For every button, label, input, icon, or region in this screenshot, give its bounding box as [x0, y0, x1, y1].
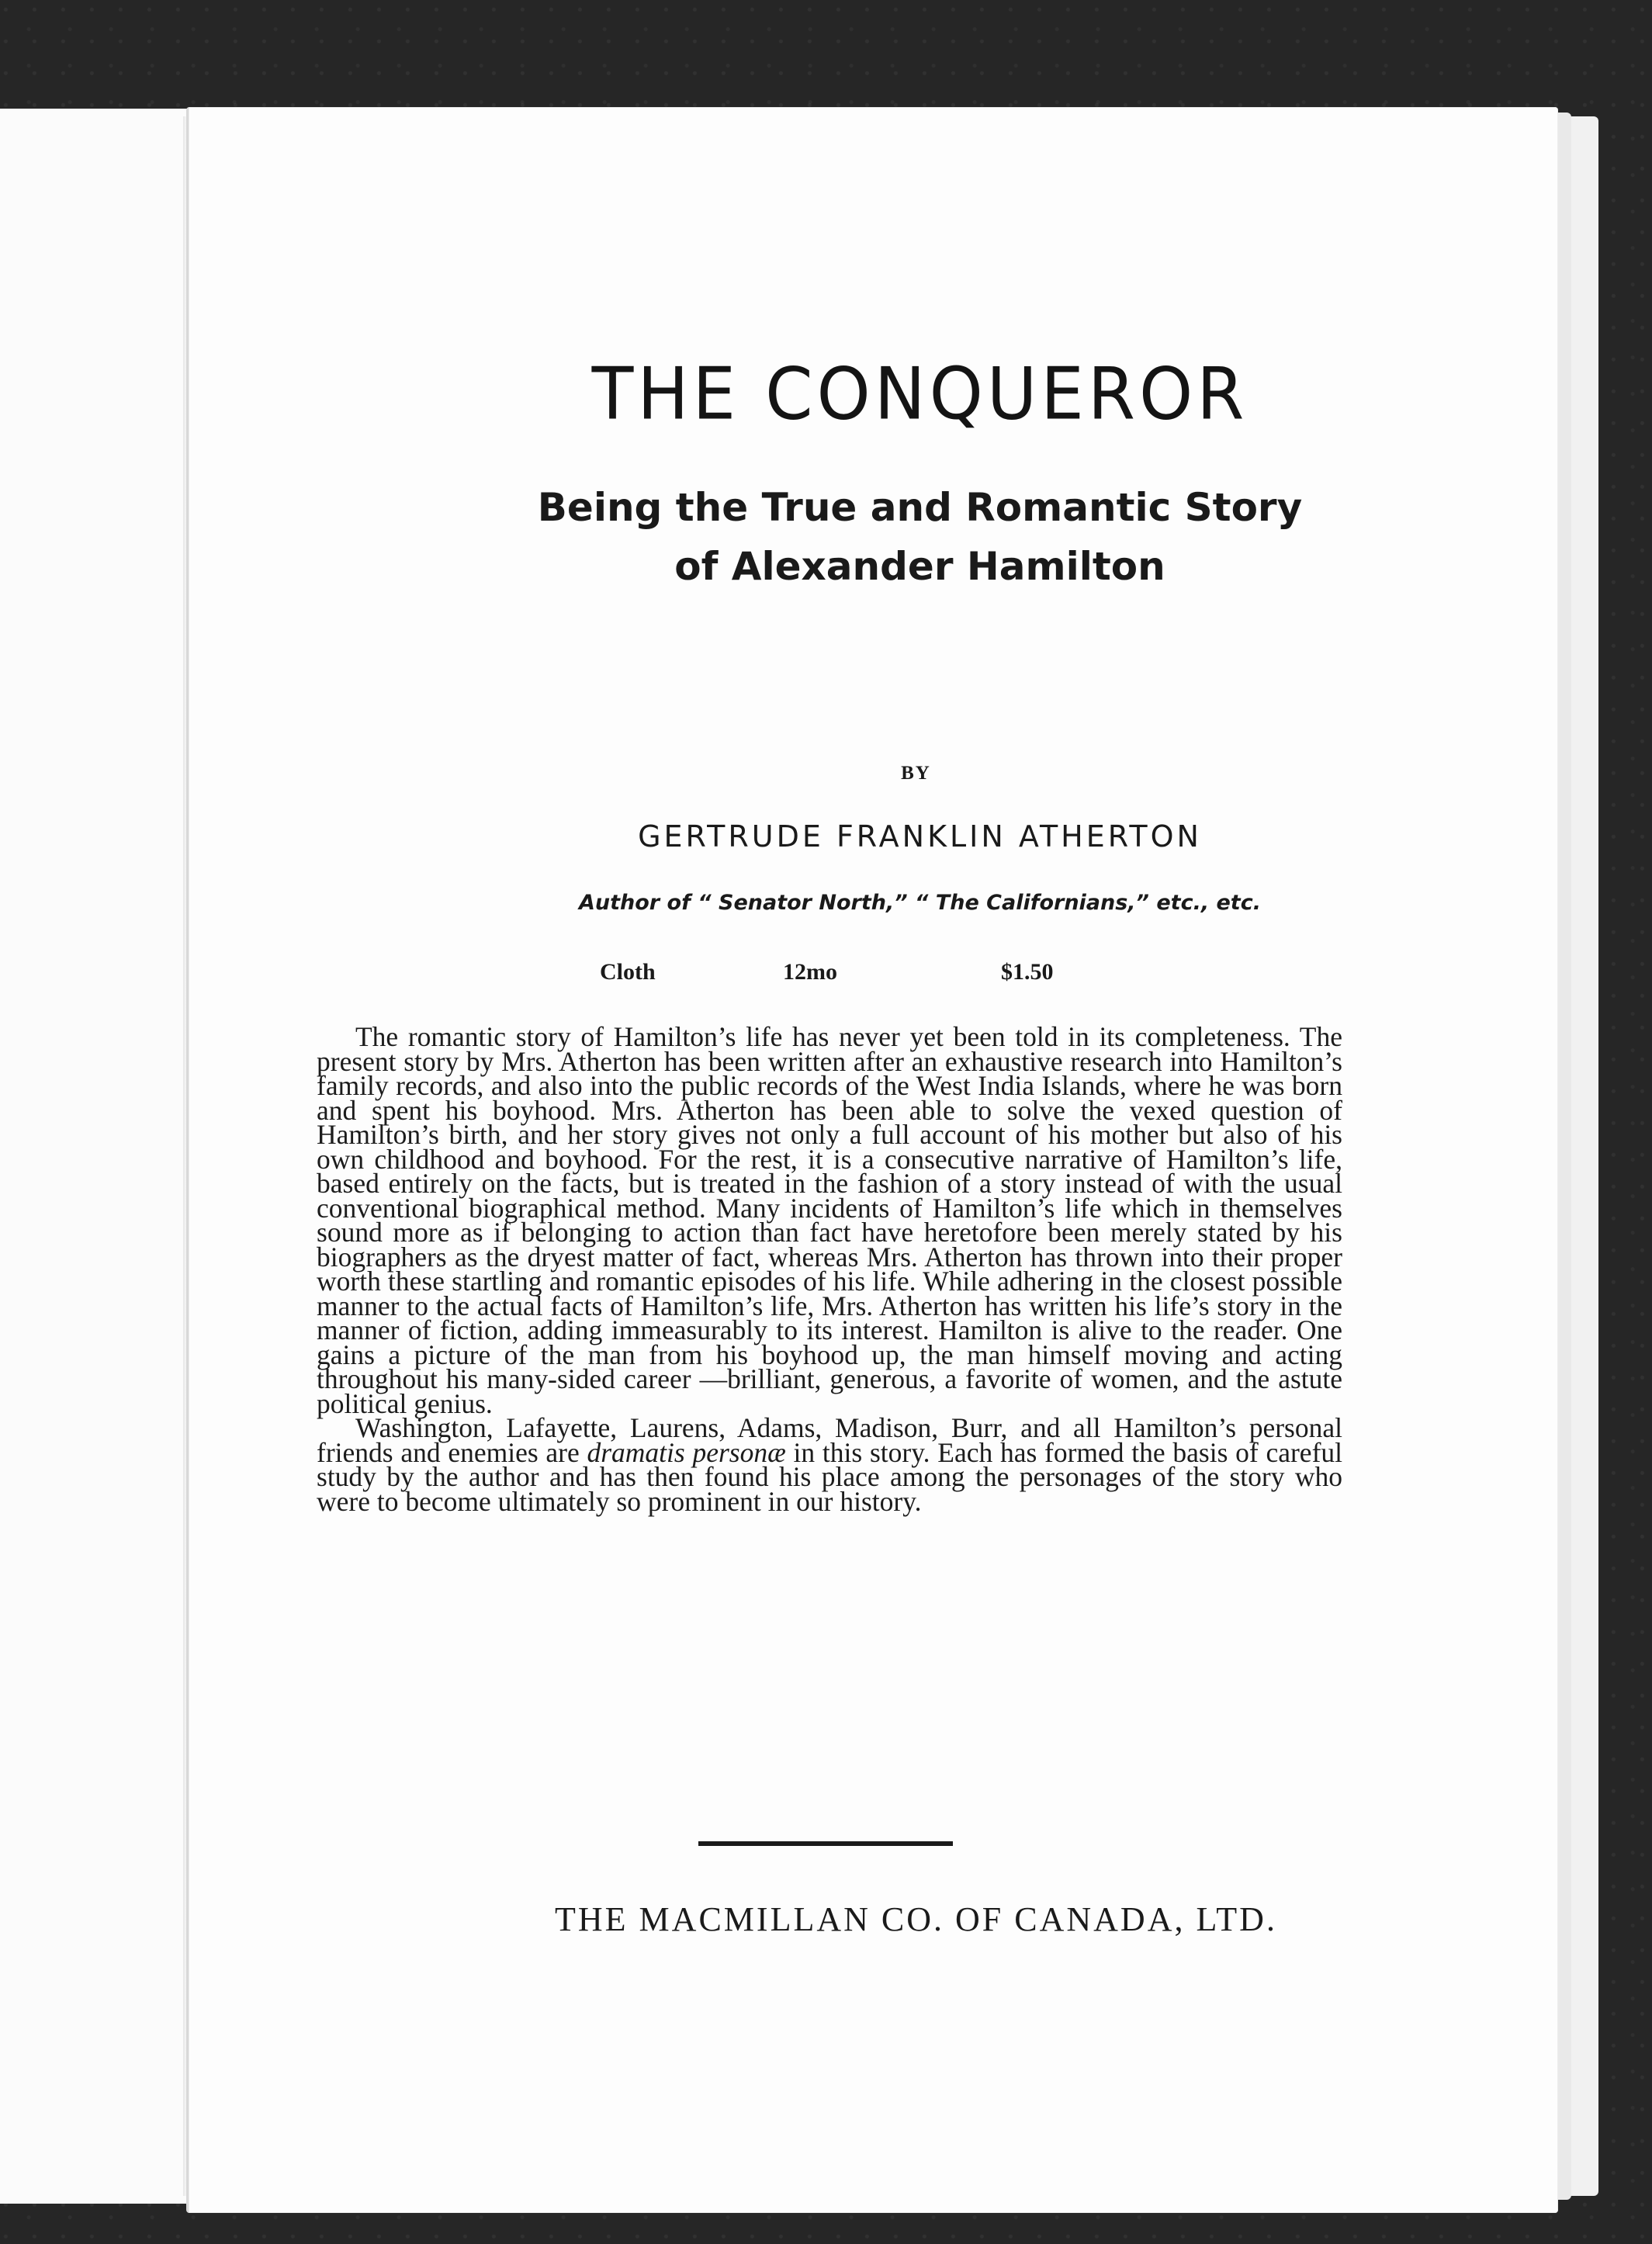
book-title: THE CONQUEROR [591, 351, 1249, 436]
italic-phrase: dramatis personæ [587, 1436, 786, 1468]
previous-page-edge [0, 109, 212, 2204]
description-text: in this story. Each has formed the basis of careful study by the author and has then found his place among the personages of the story who were to become ultimately so prominent in our history. [317, 1436, 1343, 1517]
subtitle-line-2: of Alexander Hamilton [674, 544, 1165, 589]
description-text: Washington, Lafayette, Laurens, Adams, Madison, Burr, and all Hamilton’s personal friends and enemies are [317, 1412, 1342, 1468]
book-price: $1.50 [1001, 959, 1054, 985]
book-advertisement-page [186, 107, 1558, 2213]
author-name: GERTRUDE FRANKLIN ATHERTON [638, 819, 1202, 854]
subtitle-line-1: Being the True and Romantic Story [537, 485, 1303, 530]
author-credits: Author of “ Senator North,” “ The Californians,” etc., etc. [579, 891, 1261, 915]
horizontal-rule [698, 1841, 953, 1846]
book-format: 12mo [783, 959, 837, 985]
book-description [317, 1021, 1343, 1517]
binding-type: Cloth [600, 959, 656, 985]
description-paragraph-2 [317, 1412, 1343, 1517]
publisher-imprint: THE MACMILLAN CO. OF CANADA, LTD. [555, 1900, 1277, 1938]
byline-label: BY [901, 763, 931, 784]
description-paragraph-1: The romantic story of Hamilton’s life has never yet been told in its completeness. The present story by Mrs. Atherton has been written after an exhaustive research into Hamilton’s family records, and also into the public records of the West India Islands, where he was born and spent his boyhood. Mrs. Atherton has been able to solve the vexed question of Hamilton’s birth, and her story gives not only a full account of his mother but also of his own childhood and boyhood. For the rest, it is a consecutive narrative of Hamilton’s life, based entirely on the facts, but is treated in the fashion of a story instead of with the usual conventional biographical method. Many incidents of Hamilton’s life which in themselves sound more as if belonging to action than fact have heretofore been merely stated by his biographers as the dryest matter of fact, whereas Mrs. Atherton has thrown into their proper worth these startling and romantic episodes of his life. While adhering in the closest possible manner to the actual facts of Hamilton’s life, Mrs. Atherton has written his life’s story in the manner of fiction, adding immeasurably to its interest. Hamilton is alive to the reader. One gains a picture of the man from his boyhood up, the man himself moving and acting throughout his many-sided career —brilliant, generous, a favorite of women, and the astute political genius. [317, 1021, 1342, 1419]
book-subtitle [189, 478, 1558, 596]
